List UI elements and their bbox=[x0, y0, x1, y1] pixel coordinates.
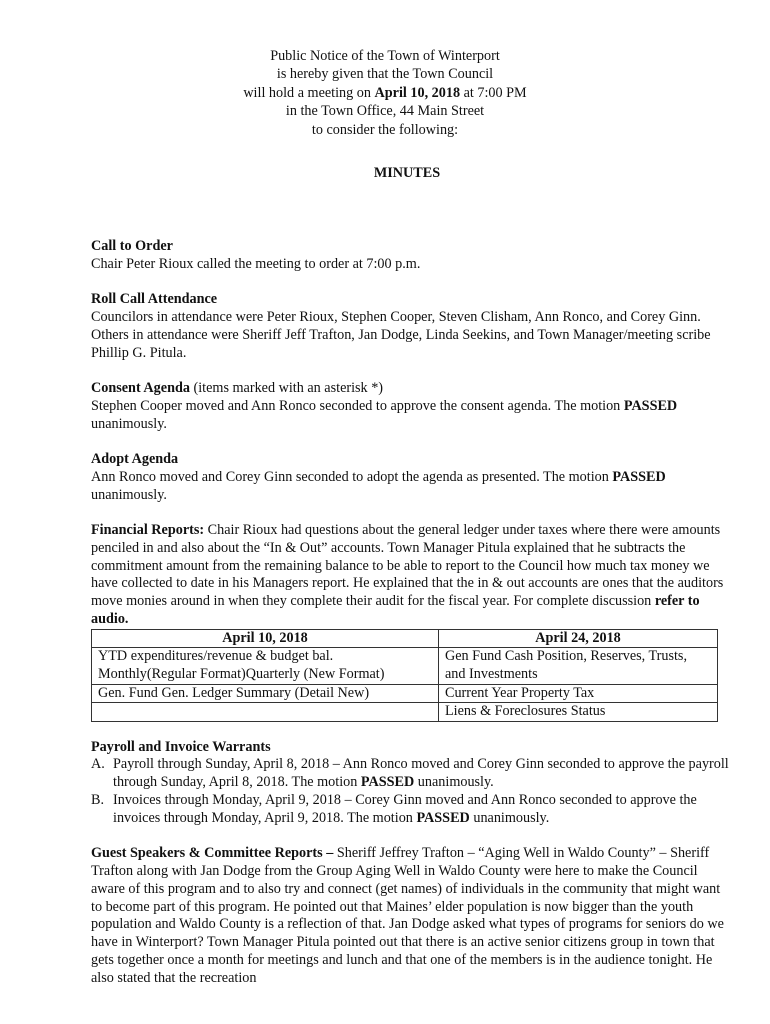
section-roll-call bbox=[91, 291, 731, 362]
table-cell: Gen Fund Cash Position, Reserves, Trusts, and Investments bbox=[439, 648, 718, 684]
passed-label: PASSED bbox=[416, 809, 470, 826]
section-heading: Guest Speakers & Committee Reports – bbox=[91, 845, 334, 862]
passed-label: PASSED bbox=[612, 468, 666, 485]
list-marker: B. bbox=[91, 792, 105, 809]
section-text bbox=[91, 469, 731, 505]
table-cell: YTD expenditures/revenue & budget bal. Monthly(Regular Format)Quarterly (New Format) bbox=[92, 648, 439, 684]
section-text bbox=[91, 398, 731, 434]
public-notice-header bbox=[0, 48, 770, 140]
section-heading: Call to Order bbox=[91, 238, 173, 254]
section-heading: Financial Reports: bbox=[91, 521, 205, 538]
text-span: Chair Rioux had questions about the general ledger under taxes where there were amounts penciled in and also about the “In & Out” accounts. Town Manager Pitula explained that he subtracts the commitment amount from the remaining balance to be able to report to the Council how much tax money we have collected to date in his Managers report. He explained that the in & out accounts are ones that the auditors move monies around in when they complete their audit for the fiscal year. For complete discussion bbox=[91, 521, 724, 610]
section-text bbox=[91, 845, 731, 987]
list-item bbox=[91, 792, 731, 828]
header-line: is hereby given that the Town Council bbox=[276, 66, 494, 83]
table-header-cell: April 10, 2018 bbox=[92, 629, 439, 648]
text-span: Sheriff Jeffrey Trafton – “Aging Well in Waldo County” – Sheriff Trafton along with Jan Dodge from the Group Aging Well in Waldo County were here to make the Council aware of this program and to also try and connect (get names) of individuals in the community that might want to become part of this program. He pointed out that Maines’ elder population is now bigger than the youth population and Waldo County is a reflection of that. Jan Dodge asked what types of programs for seniors do we have in Winterport? Town Manager Pitula pointed out that there is an active senior citizens group in town that gets together once a month for meetings and lunch and that one of the members is in the audience tonight. He also stated that the recreation bbox=[91, 845, 724, 986]
section-text: Councilors in attendance were Peter Rioux, Stephen Cooper, Steven Clisham, Ann Ronco, and Corey Ginn. Others in attendance were Sheriff Jeff Trafton, Jan Dodge, Linda Seekins, and Town Manager/meeting scribe Phillip G. Pitula. bbox=[91, 308, 711, 361]
header-line bbox=[0, 85, 770, 103]
minutes-body bbox=[91, 238, 731, 1005]
table-cell: Liens & Foreclosures Status bbox=[439, 703, 718, 722]
header-text: will hold a meeting on bbox=[243, 84, 375, 101]
table-row bbox=[92, 703, 718, 722]
text-span: Invoices through Monday, April 9, 2018 – Corey Ginn moved and Ann Ronco seconded to approve the invoices through Monday, April 9, 2018. The motion bbox=[113, 792, 697, 826]
header-line: Public Notice of the Town of Winterport bbox=[270, 48, 500, 64]
table-row bbox=[92, 684, 718, 703]
table-cell bbox=[92, 703, 439, 722]
section-payroll-warrants bbox=[91, 739, 731, 828]
section-heading: Adopt Agenda bbox=[91, 450, 179, 467]
section-consent-agenda bbox=[91, 380, 731, 433]
table-header-cell: April 24, 2018 bbox=[439, 629, 718, 648]
section-heading-line bbox=[91, 380, 731, 398]
text-span: Stephen Cooper moved and Ann Ronco seconded to approve the consent agenda. The motion bbox=[91, 397, 624, 414]
header-text: at 7:00 PM bbox=[460, 84, 527, 101]
table-cell: Current Year Property Tax bbox=[439, 684, 718, 703]
section-heading: Roll Call Attendance bbox=[91, 291, 218, 308]
section-guest-speakers bbox=[91, 845, 731, 987]
section-text: Chair Peter Rioux called the meeting to order at 7:00 p.m. bbox=[91, 255, 421, 272]
meeting-date: April 10, 2018 bbox=[374, 84, 461, 101]
text-span: Payroll through Sunday, April 8, 2018 – Ann Ronco moved and Corey Ginn seconded to approve the payroll through Sunday, April 8, 2018. The motion bbox=[113, 756, 729, 791]
passed-label: PASSED bbox=[623, 397, 678, 414]
section-call-to-order bbox=[91, 238, 731, 274]
header-line: to consider the following: bbox=[311, 121, 459, 138]
document-title: MINUTES bbox=[373, 165, 441, 181]
section-heading: Payroll and Invoice Warrants bbox=[91, 738, 271, 755]
passed-label: PASSED bbox=[360, 774, 415, 791]
heading-note: (items marked with an asterisk *) bbox=[189, 379, 384, 396]
warrant-list bbox=[91, 756, 731, 827]
refer-to-audio: refer to audio. bbox=[91, 593, 700, 627]
table-cell: Gen. Fund Gen. Ledger Summary (Detail New) bbox=[92, 684, 439, 703]
text-span: unanimously. bbox=[91, 486, 167, 503]
section-adopt-agenda bbox=[91, 451, 731, 504]
list-marker: A. bbox=[91, 756, 105, 773]
table-row bbox=[92, 648, 718, 684]
text-span: unanimously. bbox=[91, 415, 167, 432]
section-financial-reports bbox=[91, 522, 731, 722]
text-span: unanimously. bbox=[469, 809, 550, 826]
section-heading: Consent Agenda bbox=[91, 379, 190, 396]
text-span: unanimously. bbox=[414, 774, 494, 791]
header-line: in the Town Office, 44 Main Street bbox=[285, 103, 485, 120]
financial-reports-table bbox=[91, 629, 718, 722]
text-span: Ann Ronco moved and Corey Ginn seconded to adopt the agenda as presented. The motion bbox=[91, 468, 613, 485]
section-text bbox=[91, 522, 731, 629]
table-header-row bbox=[92, 629, 718, 648]
list-item bbox=[91, 756, 731, 792]
